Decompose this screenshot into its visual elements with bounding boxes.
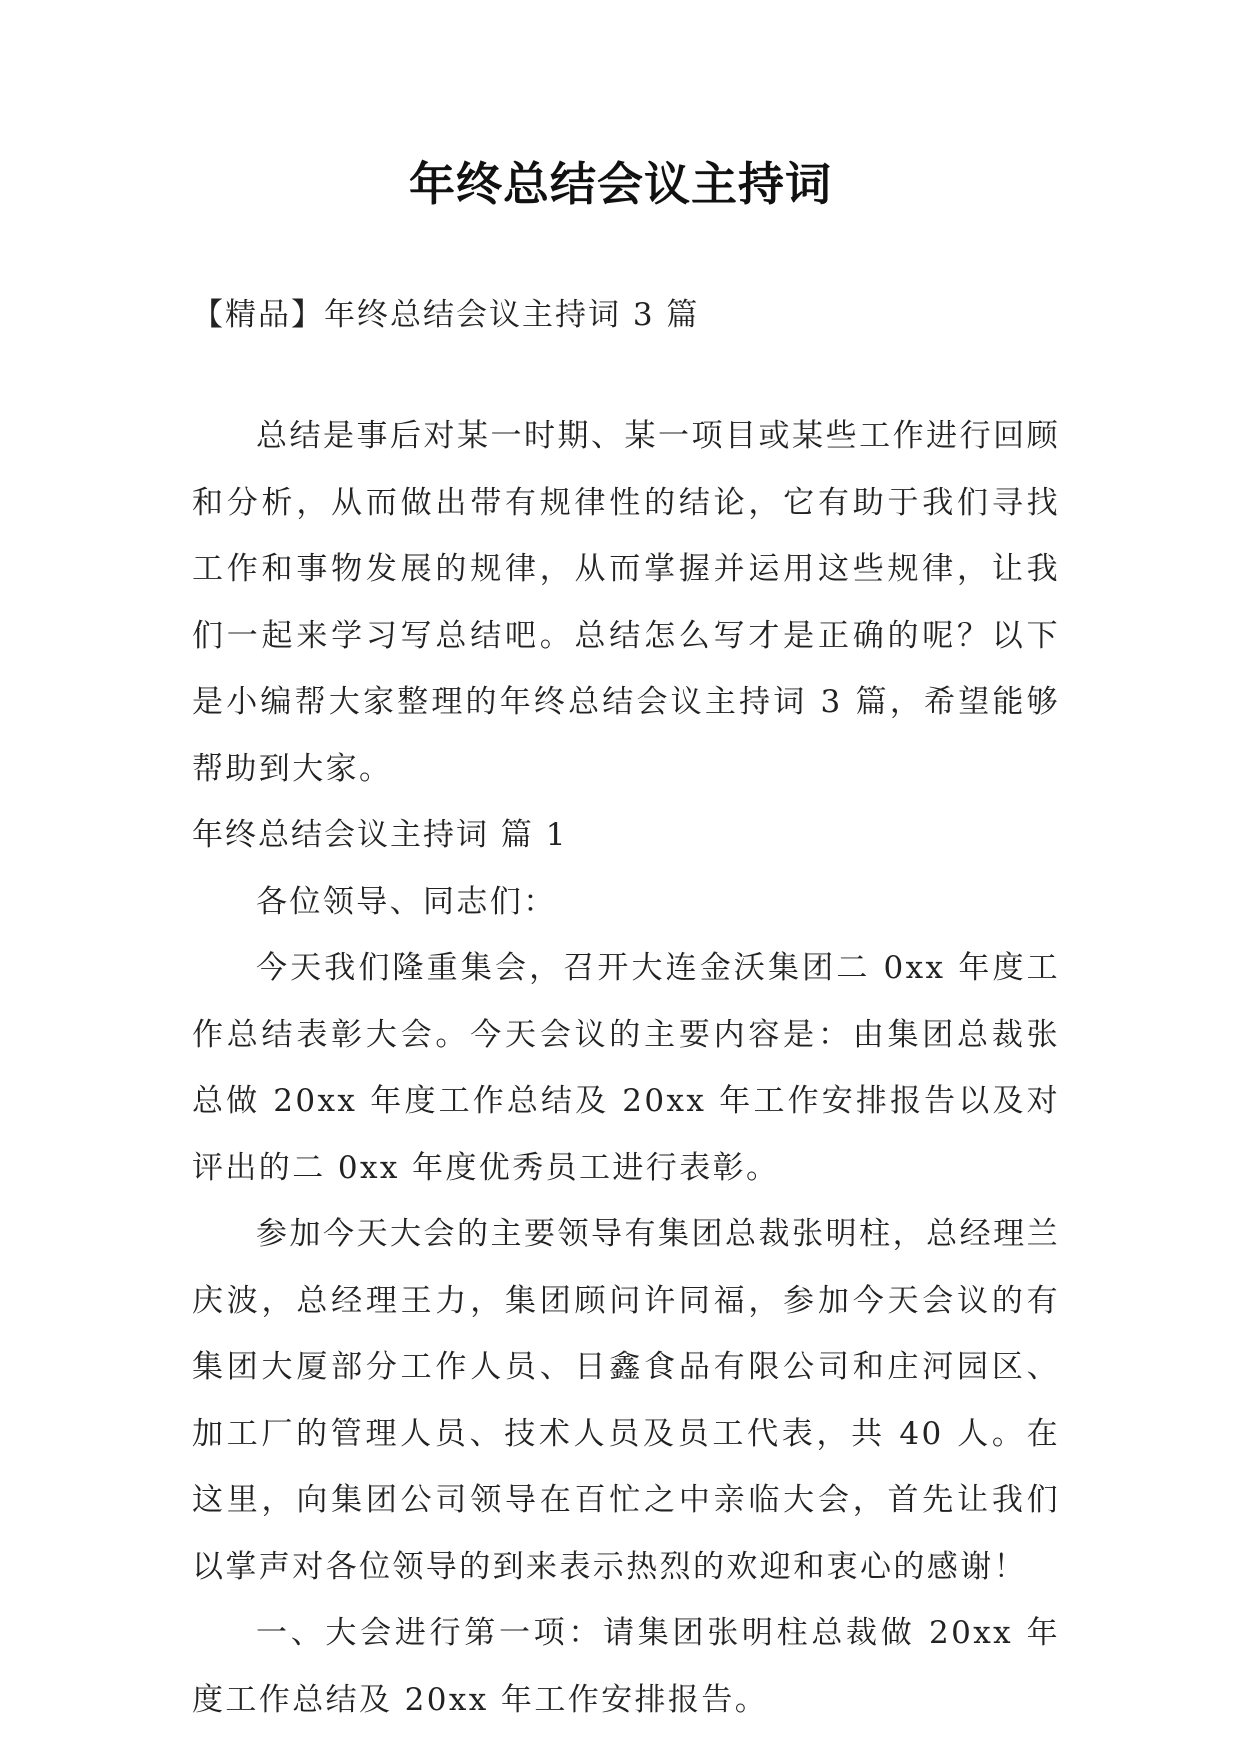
body-paragraph: 参加今天大会的主要领导有集团总裁张明柱，总经理兰庆波，总经理王力，集团顾问许同福，参加今天会议的有集团大厦部分工作人员、日鑫食品有限公司和庄河园区、加工厂的管理人员、技术人员及员工代表，共 40 人。在这里，向集团公司领导在百忙之中亲临大会，首先让我们以掌声对各位领导的到来表示热烈的欢迎和衷心的感谢！ — [192, 1216, 1060, 1585]
section-heading: 年终总结会议主持词 篇 1 — [192, 817, 568, 853]
document-body — [192, 403, 1060, 1733]
document-subtitle: 【精品】年终总结会议主持词 3 篇 — [192, 297, 700, 333]
body-paragraph: 一、大会进行第一项：请集团张明柱总裁做 20xx 年度工作总结及 20xx 年工作安排报告。 — [192, 1615, 1060, 1718]
salutation-paragraph: 各位领导、同志们： — [256, 883, 557, 920]
intro-paragraph: 总结是事后对某一时期、某一项目或某些工作进行回顾和分析，从而做出带有规律性的结论，它有助于我们寻找工作和事物发展的规律，从而掌握并运用这些规律，让我们一起来学习写总结吧。总结怎么写才是正确的呢？以下是小编帮大家整理的年终总结会议主持词 3 篇，希望能够帮助到大家。 — [192, 418, 1060, 787]
body-paragraph: 今天我们隆重集会，召开大连金沃集团二 0xx 年度工作总结表彰大会。今天会议的主要内容是：由集团总裁张总做 20xx 年度工作总结及 20xx 年工作安排报告以及对评出的二 0xx 年度优秀员工进行表彰。 — [192, 950, 1060, 1186]
document-title: 年终总结会议主持词 — [409, 157, 832, 211]
